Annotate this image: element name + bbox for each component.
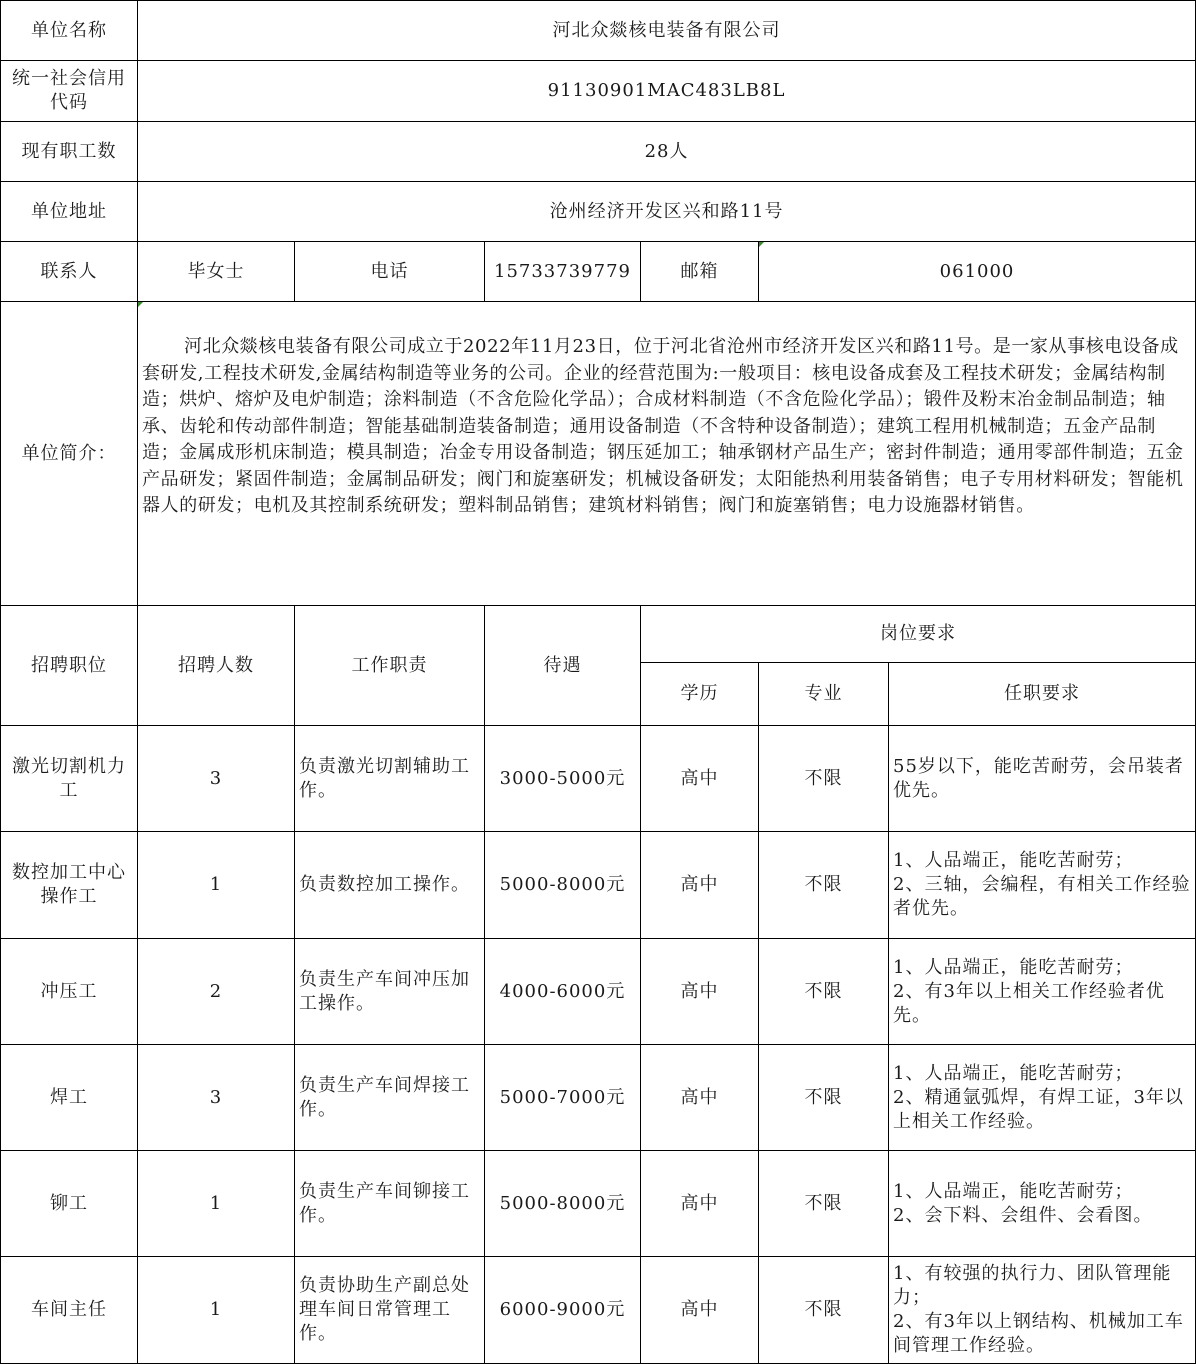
header-position: 招聘职位	[1, 606, 138, 726]
job-major: 不限	[759, 1257, 889, 1364]
address-row	[1, 182, 1196, 242]
contact-row	[1, 242, 1196, 302]
job-qualification: 1、有较强的执行力、团队管理能力； 2、有3年以上钢结构、机械加工车间管理工作经验。	[889, 1257, 1196, 1364]
job-salary: 6000-9000元	[485, 1257, 641, 1364]
address-label: 单位地址	[1, 182, 138, 242]
job-duty: 负责协助生产副总处理车间日常管理工作。	[295, 1257, 485, 1364]
company-address: 沧州经济开发区兴和路11号	[138, 182, 1196, 242]
credit-code: 91130901MAC483LB8L	[138, 61, 1196, 122]
job-qualification: 55岁以下，能吃苦耐劳，会吊装者优先。	[889, 726, 1196, 832]
job-count: 2	[138, 939, 295, 1045]
company-name-label: 单位名称	[1, 1, 138, 61]
employees-row	[1, 122, 1196, 182]
company-name-row	[1, 1, 1196, 61]
job-major: 不限	[759, 939, 889, 1045]
company-name: 河北众燚核电装备有限公司	[138, 1, 1196, 61]
table-row	[1, 939, 1196, 1045]
job-position: 数控加工中心操作工	[1, 832, 138, 939]
job-salary: 4000-6000元	[485, 939, 641, 1045]
job-salary: 3000-5000元	[485, 726, 641, 832]
phone-number: 15733739779	[485, 242, 641, 302]
job-education: 高中	[641, 726, 759, 832]
table-row	[1, 1151, 1196, 1257]
table-row	[1, 832, 1196, 939]
job-position: 铆工	[1, 1151, 138, 1257]
job-count: 1	[138, 832, 295, 939]
job-qualification: 1、人品端正，能吃苦耐劳； 2、有3年以上相关工作经验者优先。	[889, 939, 1196, 1045]
job-education: 高中	[641, 1151, 759, 1257]
job-count: 1	[138, 1151, 295, 1257]
job-education: 高中	[641, 1257, 759, 1364]
employees-count: 28人	[138, 122, 1196, 182]
job-qualification: 1、人品端正，能吃苦耐劳； 2、精通氩弧焊，有焊工证，3年以上相关工作经验。	[889, 1045, 1196, 1151]
job-duty: 负责生产车间焊接工作。	[295, 1045, 485, 1151]
header-row-1	[1, 606, 1196, 663]
contact-label: 联系人	[1, 242, 138, 302]
phone-label: 电话	[295, 242, 485, 302]
job-education: 高中	[641, 1045, 759, 1151]
job-count: 3	[138, 726, 295, 832]
header-count: 招聘人数	[138, 606, 295, 726]
job-count: 3	[138, 1045, 295, 1151]
table-row	[1, 726, 1196, 832]
job-position: 激光切割机力工	[1, 726, 138, 832]
job-duty: 负责生产车间铆接工作。	[295, 1151, 485, 1257]
header-requirements: 岗位要求	[641, 606, 1196, 663]
job-duty: 负责数控加工操作。	[295, 832, 485, 939]
job-position: 焊工	[1, 1045, 138, 1151]
job-duty: 负责生产车间冲压加工操作。	[295, 939, 485, 1045]
header-education: 学历	[641, 663, 759, 726]
job-education: 高中	[641, 939, 759, 1045]
job-count: 1	[138, 1257, 295, 1364]
job-salary: 5000-8000元	[485, 832, 641, 939]
postcode: 061000	[759, 242, 1196, 302]
table-row	[1, 1045, 1196, 1151]
job-position: 车间主任	[1, 1257, 138, 1364]
table-row	[1, 1257, 1196, 1364]
header-salary: 待遇	[485, 606, 641, 726]
intro-label: 单位简介：	[1, 302, 138, 606]
contact-person: 毕女士	[138, 242, 295, 302]
postcode-label: 邮箱	[641, 242, 759, 302]
job-qualification: 1、人品端正，能吃苦耐劳； 2、会下料、会组件、会看图。	[889, 1151, 1196, 1257]
credit-code-label: 统一社会信用代码	[1, 61, 138, 122]
header-qualification: 任职要求	[889, 663, 1196, 726]
header-major: 专业	[759, 663, 889, 726]
company-intro: 河北众燚核电装备有限公司成立于2022年11月23日，位于河北省沧州市经济开发区兴和路11号。是一家从事核电设备成套研发,工程技术研发,金属结构制造等业务的公司。企业的经营范围为:一般项目：核电设备成套及工程技术研发；金属结构制造；烘炉、熔炉及电炉制造；涂料制造（不含危险化学品）；合成材料制造（不含危险化学品）；锻件及粉末冶金制品制造；轴承、齿轮和传动部件制造；智能基础制造装备制造；通用设备制造（不含特种设备制造）；建筑工程用机械制造；五金产品制造；金属成形机床制造；模具制造；冶金专用设备制造；钢压延加工；轴承钢材产品生产；密封件制造；通用零部件制造；五金产品研发；紧固件制造；金属制品研发；阀门和旋塞研发；机械设备研发；太阳能热利用装备销售；电子专用材料研发；智能机器人的研发；电机及其控制系统研发；塑料制品销售；建筑材料销售；阀门和旋塞销售；电力设施器材销售。	[138, 302, 1196, 606]
credit-code-row	[1, 61, 1196, 122]
job-major: 不限	[759, 1045, 889, 1151]
employees-label: 现有职工数	[1, 122, 138, 182]
intro-row	[1, 302, 1196, 606]
job-salary: 5000-7000元	[485, 1045, 641, 1151]
job-position: 冲压工	[1, 939, 138, 1045]
job-major: 不限	[759, 1151, 889, 1257]
job-major: 不限	[759, 726, 889, 832]
job-education: 高中	[641, 832, 759, 939]
header-duty: 工作职责	[295, 606, 485, 726]
job-duty: 负责激光切割辅助工作。	[295, 726, 485, 832]
job-salary: 5000-8000元	[485, 1151, 641, 1257]
job-major: 不限	[759, 832, 889, 939]
job-qualification: 1、人品端正，能吃苦耐劳； 2、三轴，会编程，有相关工作经验者优先。	[889, 832, 1196, 939]
